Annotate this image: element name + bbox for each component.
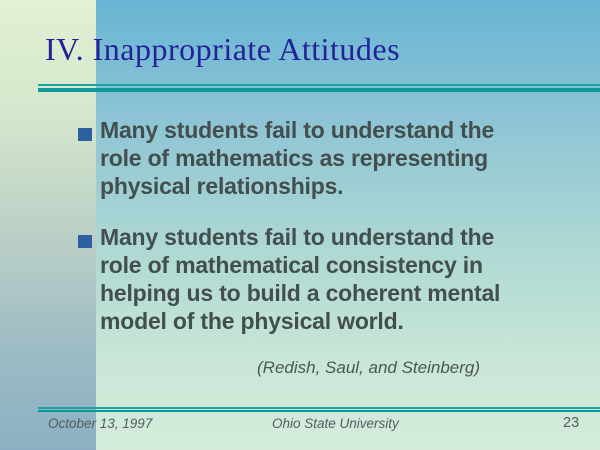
bullet-line: physical relationships. — [100, 173, 344, 199]
bullet-line: Many students fail to understand the — [100, 117, 495, 143]
footer-rule — [38, 410, 600, 413]
footer-institution: Ohio State University — [272, 416, 399, 431]
left-gradient-band — [0, 0, 96, 450]
bullet-item — [100, 116, 494, 200]
bullet-item — [100, 223, 500, 335]
bullet-line: role of mathematical consistency in — [100, 252, 483, 278]
footer-page-number: 23 — [563, 415, 580, 431]
bullet-line: Many students fail to understand the — [100, 224, 495, 250]
bullet-square-icon — [78, 235, 92, 248]
bullet-square-icon — [78, 128, 92, 141]
bullet-line: role of mathematics as representing — [100, 145, 488, 171]
title-rule-top — [38, 84, 600, 86]
attribution-text: (Redish, Saul, and Steinberg) — [257, 358, 481, 377]
bullet-line: model of the physical world. — [100, 308, 404, 334]
footer-date: October 13, 1997 — [48, 416, 153, 431]
slide-title: IV. Inappropriate Attitudes — [45, 31, 401, 67]
footer-rule-top — [38, 407, 600, 409]
title-rule — [38, 88, 600, 92]
bullet-line: helping us to build a coherent mental — [100, 280, 501, 306]
